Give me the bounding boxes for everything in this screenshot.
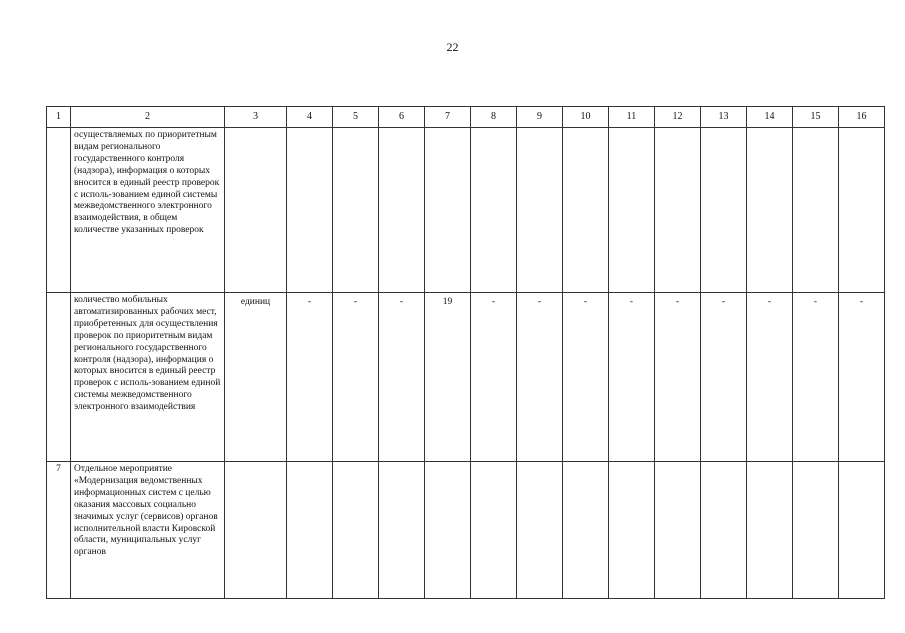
row-description-cell: количество мобильных автоматизированных рабочих мест, приобретенных для осуществления проверок по приоритетным видам регионального государственного контроля (надзора), информация о которых вносится в единый реестр проверок с исполь-зованием единой системы межведомственного электронного взаимодействия (71, 293, 225, 462)
value-cell (287, 462, 333, 599)
value-cell: - (609, 293, 655, 462)
value-cell: - (333, 293, 379, 462)
value-cell (333, 128, 379, 293)
value-cell (655, 128, 701, 293)
table-row (47, 128, 885, 293)
header-cell: 1 (47, 107, 71, 128)
table-row (47, 462, 885, 599)
row-number-cell: 7 (47, 462, 71, 599)
value-cell (839, 128, 885, 293)
value-cell (747, 462, 793, 599)
header-cell: 11 (609, 107, 655, 128)
value-cell (379, 462, 425, 599)
value-cell (701, 462, 747, 599)
value-cell (563, 128, 609, 293)
header-cell: 9 (517, 107, 563, 128)
header-cell: 4 (287, 107, 333, 128)
value-cell (425, 128, 471, 293)
row-unit-cell (225, 128, 287, 293)
value-cell (563, 462, 609, 599)
value-cell: - (655, 293, 701, 462)
row-unit-cell: единиц (225, 293, 287, 462)
value-cell (747, 128, 793, 293)
row-description-cell: осуществляемых по приоритетным видам регионального государственного контроля (надзора), информация о которых вносится в единый реестр проверок с исполь-зованием единой системы межведомственного электронного взаимодействия, в общем количестве указанных проверок (71, 128, 225, 293)
header-cell: 3 (225, 107, 287, 128)
value-cell: - (563, 293, 609, 462)
header-cell: 2 (71, 107, 225, 128)
value-cell (287, 128, 333, 293)
table-header-row (47, 107, 885, 128)
header-cell: 13 (701, 107, 747, 128)
header-cell: 14 (747, 107, 793, 128)
value-cell (609, 128, 655, 293)
value-cell: - (747, 293, 793, 462)
value-cell (793, 128, 839, 293)
indicators-table (46, 106, 885, 599)
value-cell: - (839, 293, 885, 462)
value-cell (839, 462, 885, 599)
row-number-cell (47, 293, 71, 462)
header-cell: 6 (379, 107, 425, 128)
value-cell (517, 128, 563, 293)
header-cell: 16 (839, 107, 885, 128)
value-cell: 19 (425, 293, 471, 462)
header-cell: 10 (563, 107, 609, 128)
value-cell (655, 462, 701, 599)
value-cell (609, 462, 655, 599)
header-cell: 12 (655, 107, 701, 128)
value-cell: - (701, 293, 747, 462)
header-cell: 5 (333, 107, 379, 128)
value-cell: - (287, 293, 333, 462)
header-cell: 15 (793, 107, 839, 128)
value-cell (425, 462, 471, 599)
header-cell: 7 (425, 107, 471, 128)
value-cell (517, 462, 563, 599)
header-cell: 8 (471, 107, 517, 128)
row-unit-cell (225, 462, 287, 599)
row-description-cell: Отдельное мероприятие «Модернизация ведомственных информационных систем с целью оказания массовых социально значимых услуг (сервисов) органов исполнительной власти Кировской области, муниципальных услуг органов (71, 462, 225, 599)
value-cell (379, 128, 425, 293)
value-cell (471, 462, 517, 599)
value-cell: - (793, 293, 839, 462)
table-row (47, 293, 885, 462)
page-number: 22 (446, 40, 459, 54)
row-number-cell (47, 128, 71, 293)
value-cell: - (471, 293, 517, 462)
value-cell: - (379, 293, 425, 462)
value-cell (471, 128, 517, 293)
value-cell (333, 462, 379, 599)
value-cell (793, 462, 839, 599)
value-cell: - (517, 293, 563, 462)
value-cell (701, 128, 747, 293)
